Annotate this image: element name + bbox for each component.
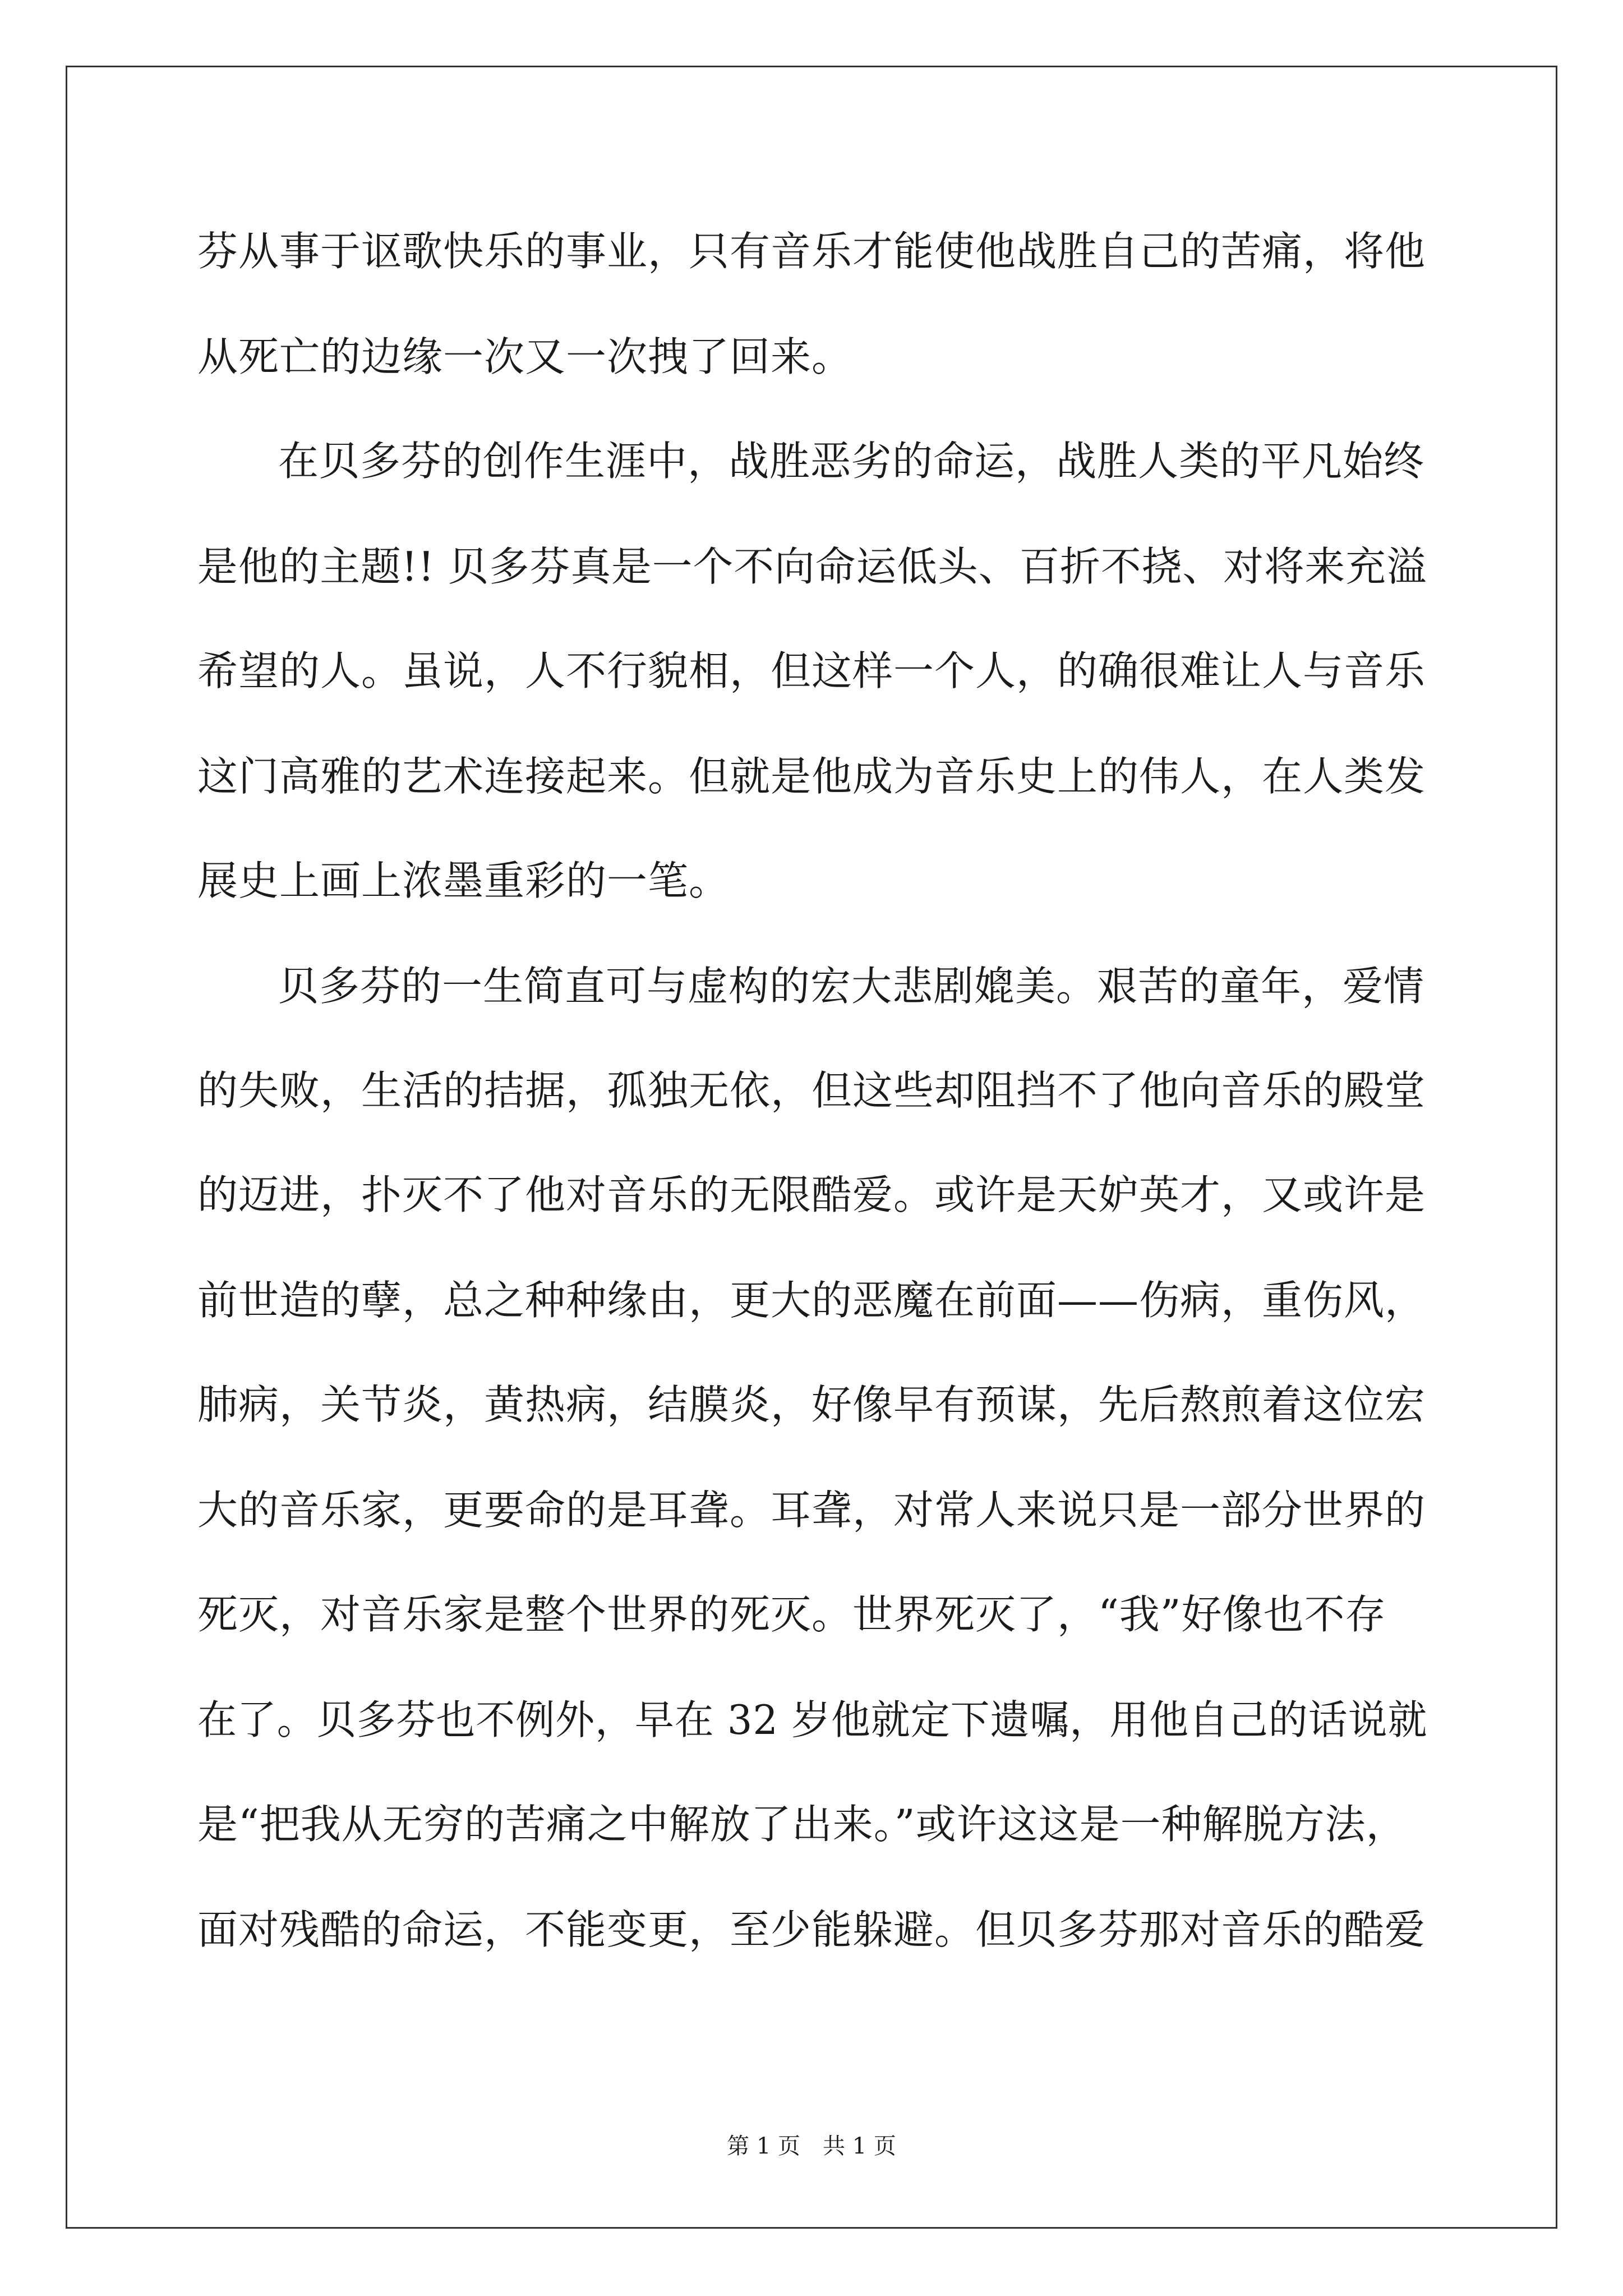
paragraph-2-line-3: 希望的人。虽说，人不行貌相，但这样一个人，的确很难让人与音乐 (197, 647, 1426, 694)
paragraph-3-line-1: 贝多芬的一生简直可与虚构的宏大悲剧媲美。艰苦的童年，爱情 (278, 963, 1425, 1010)
paragraph-2-line-5: 展史上画上浓墨重彩的一笔。 (197, 857, 730, 904)
paragraph-3-line-5: 肺病，关节炎，黄热病，结膜炎，好像早有预谋，先后熬煎着这位宏 (197, 1381, 1426, 1428)
paragraph-3-line-9: 是“把我从无穷的苦痛之中解放了出来。”或许这这是一种解脱方法， (197, 1801, 1407, 1848)
paragraph-1-line-2: 从死亡的边缘一次又一次拽了回来。 (197, 333, 853, 380)
page-number-footer: 第 1 页 共 1 页 (727, 2133, 896, 2159)
page-border (66, 66, 1557, 2229)
paragraph-2-line-1: 在贝多芬的创作生涯中，战胜恶劣的命运，战胜人类的平凡始终 (278, 438, 1425, 485)
paragraph-2-line-2: 是他的主题!! 贝多芬真是一个不向命运低头、百折不挠、对将来充溢 (197, 543, 1427, 590)
paragraph-3-line-6: 大的音乐家，更要命的是耳聋。耳聋，对常人来说只是一部分世界的 (197, 1487, 1426, 1534)
paragraph-3-line-3: 的迈进，扑灭不了他对音乐的无限酷爱。或许是天妒英才，又或许是 (197, 1171, 1426, 1218)
paragraph-3-line-2: 的失败，生活的拮据，孤独无依，但这些却阻挡不了他向音乐的殿堂 (197, 1067, 1426, 1114)
paragraph-3-line-10: 面对残酷的命运，不能变更，至少能躲避。但贝多芬那对音乐的酷爱 (197, 1906, 1426, 1953)
paragraph-3-line-8: 在了。贝多芬也不例外，早在 32 岁他就定下遗嘱，用他自己的话说就 (197, 1696, 1428, 1743)
paragraph-1-line-1: 芬从事于讴歌快乐的事业，只有音乐才能使他战胜自己的苦痛，将他 (197, 228, 1426, 275)
paragraph-2-line-4: 这门高雅的艺术连接起来。但就是他成为音乐史上的伟人，在人类发 (197, 753, 1426, 800)
paragraph-3-line-7: 死灭，对音乐家是整个世界的死灭。世界死灭了，“我”好像也不存 (197, 1591, 1386, 1638)
paragraph-3-line-4: 前世造的孽，总之种种缘由，更大的恶魔在前面——伤病，重伤风， (197, 1277, 1426, 1324)
